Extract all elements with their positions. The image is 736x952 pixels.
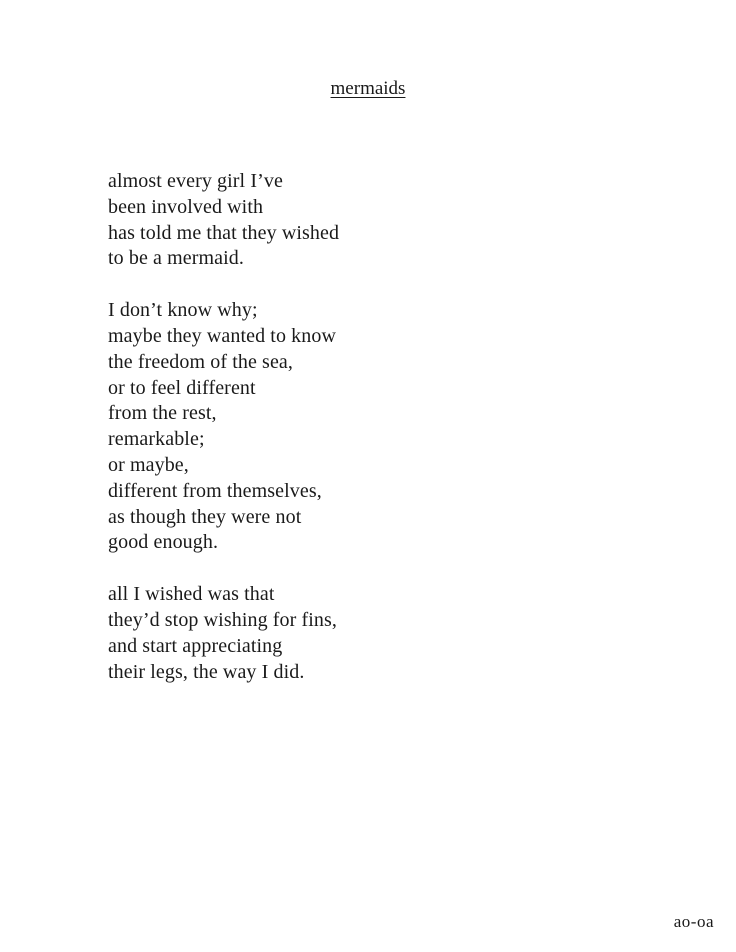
poem-line: to be a mermaid.	[108, 247, 244, 270]
poem-line: their legs, the way I did.	[108, 660, 305, 683]
poem-line: maybe they wanted to know	[108, 324, 336, 347]
stanza-1	[108, 169, 339, 272]
poem-line: all I wished was that	[108, 583, 275, 606]
poem-body	[108, 169, 339, 685]
poem-line: almost every girl I’ve	[108, 170, 283, 192]
stanza-3	[108, 582, 339, 685]
poem-line: I don’t know why;	[108, 299, 258, 322]
poem-line: remarkable;	[108, 428, 205, 451]
poem-line: as though they were not	[108, 505, 302, 528]
poem-line: from the rest,	[108, 402, 217, 425]
poem-line: or maybe,	[108, 453, 189, 476]
stanza-2	[108, 298, 339, 556]
author-signature: ao-oa	[673, 912, 714, 931]
poem-line: or to feel different	[108, 376, 256, 399]
poem-line: has told me that they wished	[108, 221, 340, 244]
poem-line: good enough.	[108, 531, 219, 554]
poem-line: different from themselves,	[108, 479, 322, 502]
poem-line: they’d stop wishing for fins,	[108, 608, 337, 631]
poem-line: been involved with	[108, 195, 264, 218]
poem-line: and start appreciating	[108, 634, 283, 657]
poem-title: mermaids	[330, 78, 406, 99]
poem-line: the freedom of the sea,	[108, 350, 293, 373]
